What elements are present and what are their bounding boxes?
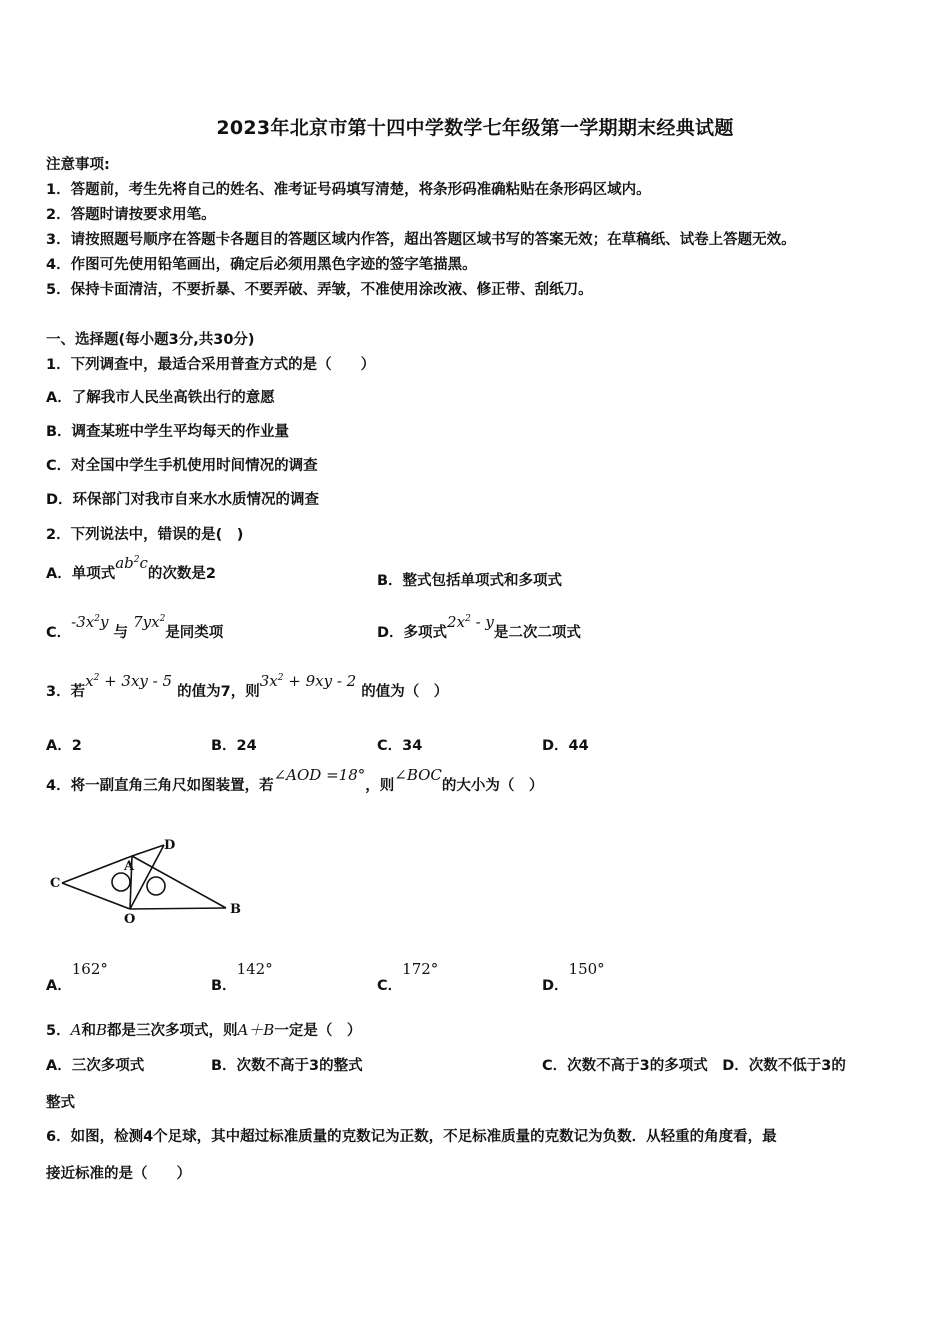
point-label-o: O xyxy=(124,912,136,926)
question-5-option-a: A．三次多项式 xyxy=(46,1058,145,1074)
segment-ab xyxy=(132,856,226,908)
question-2-option-d: D．多项式$2x^2$ - y是二次二项式 xyxy=(377,613,581,641)
page-title: 2023年北京市第十四中学数学七年级第一学期期末经典试题 xyxy=(216,117,734,139)
question-4-option-a: A．162° xyxy=(46,960,108,994)
ruler-hole-1 xyxy=(112,873,130,891)
question-1-option-c: C．对全国中学生手机使用时间情况的调查 xyxy=(46,458,318,474)
question-1-option-a: A．了解我市人民坐高铁出行的意愿 xyxy=(46,390,275,406)
question-3-stem: 3．若$x^2 + 3xy - 5$ 的值为7，则$3x^2 + 9xy - 2$ 的值为（ ） xyxy=(46,672,449,700)
question-2-stem: 2．下列说法中，错误的是( ) xyxy=(46,527,244,543)
math-angle-boc: ∠BOC xyxy=(394,766,442,784)
question-5-option-cd: C．次数不高于3的多项式 D．次数不低于3的 xyxy=(542,1058,846,1074)
question-1-option-b: B．调查某班中学生平均每天的作业量 xyxy=(46,424,290,440)
notice-heading: 注意事项: xyxy=(46,157,110,173)
question-4-stem: 4．将一副直角三角尺如图装置，若∠AOD =18°，则∠BOC的大小为（ ） xyxy=(46,766,544,794)
segment-co xyxy=(62,883,130,909)
question-5-option-d-continued: 整式 xyxy=(46,1095,75,1111)
notice-item: 2．答题时请按要求用笔。 xyxy=(46,207,216,223)
point-label-a: A xyxy=(124,859,135,874)
question-4-option-c: C．172° xyxy=(377,960,439,994)
ruler-hole-2 xyxy=(147,877,165,895)
question-4-option-d: D．150° xyxy=(542,960,605,994)
question-5-stem: 5．A和B都是三次多项式，则A＋B一定是（ ） xyxy=(46,1021,362,1039)
question-2-option-c: C．$-3x^2y$ 与 $7yx^2$是同类项 xyxy=(46,613,224,641)
question-4-option-b: B．142° xyxy=(211,960,273,994)
math-expression-1: $x^2 + 3xy - 5$ xyxy=(85,672,173,690)
math-angle-aod: ∠AOD =18° xyxy=(273,766,366,784)
notice-item: 4．作图可先使用铅笔画出，确定后必须用黑色字迹的签字笔描黑。 xyxy=(46,257,477,273)
question-3-option-d: D．44 xyxy=(542,738,589,754)
question-2-option-b: B．整式包括单项式和多项式 xyxy=(377,573,563,589)
point-label-b: B xyxy=(230,902,241,917)
section-heading: 一、选择题(每小题3分,共30分) xyxy=(46,332,255,348)
segment-ca xyxy=(62,856,132,883)
math-polynomial: $2x^2$ - y xyxy=(447,613,494,631)
math-expression-2: $3x^2 + 9xy - 2$ xyxy=(259,672,357,690)
question-2-option-a: A．单项式$ab^2c$的次数是2 xyxy=(46,554,217,582)
point-label-d: D xyxy=(164,838,176,853)
question-6-stem-line-2: 接近标准的是（ ） xyxy=(46,1166,191,1182)
math-term-1: $-3x^2y$ xyxy=(71,613,109,631)
question-3-option-c: C．34 xyxy=(377,738,423,754)
question-3-option-a: A．2 xyxy=(46,738,82,754)
question-6-stem-line-1: 6．如图，检测4个足球，其中超过标准质量的克数记为正数，不足标准质量的克数记为负数．从轻重的角度看，最 xyxy=(46,1129,777,1145)
notice-item: 3．请按照题号顺序在答题卡各题目的答题区域内作答，超出答题区域书写的答案无效；在草稿纸、试卷上答题无效。 xyxy=(46,232,796,248)
math-monomial: $ab^2c$ xyxy=(115,554,148,572)
question-1-option-d: D．环保部门对我市自来水水质情况的调查 xyxy=(46,492,320,508)
notice-item: 5．保持卡面清洁，不要折暴、不要弄破、弄皱，不准使用涂改液、修正带、刮纸刀。 xyxy=(46,282,593,298)
point-label-c: C xyxy=(50,876,61,891)
notice-item: 1．答题前，考生先将自己的姓名、准考证号码填写清楚，将条形码准确粘贴在条形码区域内。 xyxy=(46,182,651,198)
segment-ob xyxy=(130,908,226,909)
triangle-rulers-figure xyxy=(50,836,250,926)
question-3-option-b: B．24 xyxy=(211,738,257,754)
math-term-2: $7yx^2$ xyxy=(133,613,166,631)
question-1-stem: 1．下列调查中，最适合采用普查方式的是（ ） xyxy=(46,357,376,373)
question-5-option-b: B．次数不高于3的整式 xyxy=(211,1058,363,1074)
